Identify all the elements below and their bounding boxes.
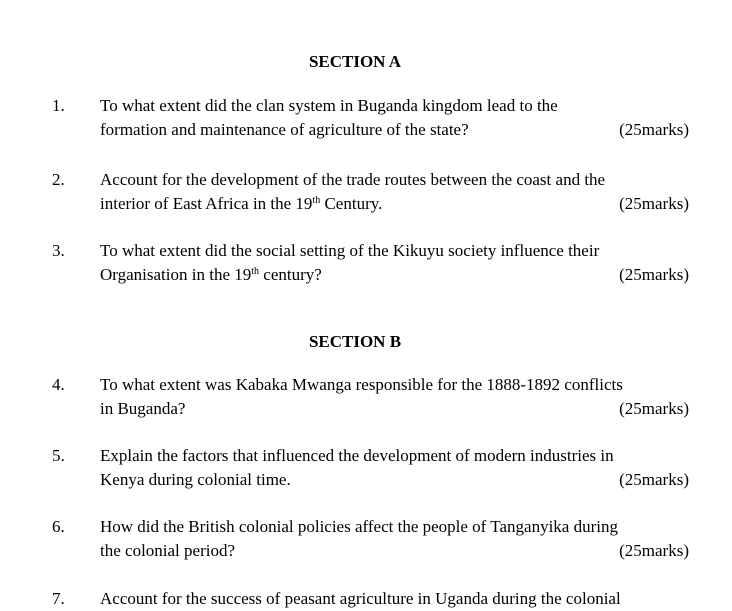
question-text-part: Century. [320,194,383,213]
question-marks: (25marks) [619,120,689,139]
question-text-line-1: To what extent did the social setting of the Kikuyu society influence their [100,241,600,260]
question-marks: (25marks) [619,470,689,489]
question-text-line-1: To what extent did the clan system in Buganda kingdom lead to the [100,96,558,115]
question-number: 1. [52,96,65,115]
question-text-line-2 [100,192,382,216]
question-text-part: century? [259,265,322,284]
question-text-line-1: To what extent was Kabaka Mwanga responsible for the 1888-1892 conflicts [100,375,623,394]
question-text-line-1: Explain the factors that influenced the development of modern industries in [100,446,614,465]
question-marks: (25marks) [619,399,689,418]
question-text-line-2: Kenya during colonial time. [100,470,291,489]
question-number: 6. [52,517,65,536]
question-text-line-2 [100,263,322,287]
section-a-heading: SECTION A [308,52,402,71]
question-text-line-1: How did the British colonial policies affect the people of Tanganyika during [100,517,618,536]
question-text-line-1: Account for the success of peasant agriculture in Uganda during the colonial [100,589,621,608]
question-marks: (25marks) [619,194,689,213]
question-text-line-2: in Buganda? [100,399,186,418]
ordinal-suffix: th [251,266,260,277]
question-number: 7. [52,589,65,608]
question-text-line-2: formation and maintenance of agriculture of the state? [100,120,469,139]
question-marks: (25marks) [619,541,689,560]
question-number: 4. [52,375,65,394]
question-text-part: interior of East Africa in the 19 [100,194,313,213]
section-b-heading: SECTION B [308,332,402,351]
question-text-part: Organisation in the 19 [100,265,252,284]
question-text-line-1: Account for the development of the trade routes between the coast and the [100,170,606,189]
question-number: 5. [52,446,65,465]
question-number: 3. [52,241,65,260]
ordinal-suffix: th [312,195,321,206]
question-number: 2. [52,170,65,189]
question-text-line-2: the colonial period? [100,541,236,560]
question-marks: (25marks) [619,265,689,284]
